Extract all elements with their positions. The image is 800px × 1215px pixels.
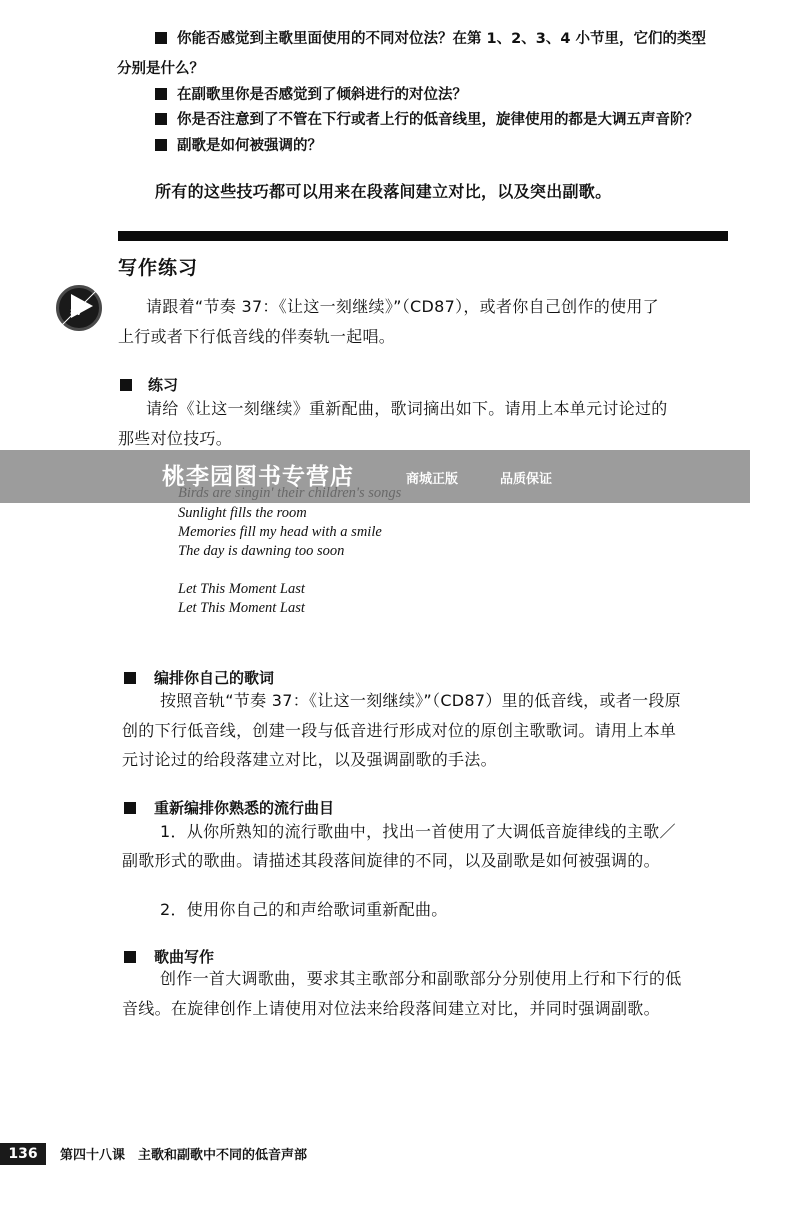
- page-number: 136: [0, 1143, 46, 1165]
- intro-line-2: 上行或者下行低音线的伴奏轨一起唱。: [118, 327, 396, 346]
- lyric-line-3: Memories fill my head with a smile: [178, 524, 382, 540]
- rearrange-item-1-line-2: 副歌形式的歌曲。请描述其段落间旋律的不同，以及副歌是如何被强调的。: [122, 851, 660, 870]
- question-1-line-2: 分别是什么？: [117, 61, 204, 77]
- summary-text: 所有的这些技巧都可以用来在段落间建立对比，以及突出副歌。: [155, 182, 612, 201]
- bullet-square-icon: [120, 379, 132, 391]
- lyric-line-6: Let This Moment Last: [178, 600, 305, 616]
- bullet-square-icon: [155, 88, 167, 100]
- bullet-square-icon: [155, 113, 167, 125]
- arrange-line-1: 按照音轨“节奏 37：《让这一刻继续》”（CD87）里的低音线，或者一段原: [160, 691, 681, 710]
- bullet-square-icon: [155, 32, 167, 44]
- arrange-line-3: 元讨论过的给段落建立对比，以及强调副歌的手法。: [122, 750, 497, 769]
- cd-track-number: 87: [70, 308, 83, 318]
- songwriting-line-1: 创作一首大调歌曲，要求其主歌部分和副歌部分分别使用上行和下行的低: [160, 969, 682, 988]
- watermark-store-name: 桃李园图书专营店: [162, 464, 354, 490]
- exercise-heading: 练习: [120, 374, 178, 395]
- exercise-line-2: 那些对位技巧。: [118, 429, 233, 448]
- chapter-footer: 第四十八课 主歌和副歌中不同的低音声部: [60, 1148, 308, 1163]
- rearrange-item-1-line-1: 1．从你所熟知的流行歌曲中，找出一首使用了大调低音旋律线的主歌／: [160, 822, 676, 841]
- question-4: 副歌是如何被强调的？: [155, 137, 322, 156]
- section-divider: [118, 231, 728, 241]
- question-2: 在副歌里你是否感觉到了倾斜进行的对位法？: [155, 86, 467, 105]
- question-1-line-1: 你能否感觉到主歌里面使用的不同对位法？在第 1、2、3、4 小节里，它们的类型: [155, 30, 706, 49]
- songwriting-heading: 歌曲写作: [124, 946, 214, 967]
- exercise-line-1: 请给《让这一刻继续》重新配曲，歌词摘出如下。请用上本单元讨论过的: [146, 399, 668, 418]
- question-3: 你是否注意到了不管在下行或者上行的低音线里，旋律使用的都是大调五声音阶？: [155, 111, 699, 130]
- arrange-heading: 编排你自己的歌词: [124, 667, 274, 688]
- lyric-line-4: The day is dawning too soon: [178, 543, 345, 559]
- intro-line-1: 请跟着“节奏 37：《让这一刻继续》”（CD87），或者你自己创作的使用了: [146, 297, 659, 316]
- bullet-square-icon: [124, 951, 136, 963]
- cd-track-icon: [56, 285, 102, 331]
- watermark-tag-authentic: 商城正版: [406, 472, 459, 487]
- lyric-line-5: Let This Moment Last: [178, 581, 305, 597]
- bullet-square-icon: [124, 672, 136, 684]
- watermark-banner: [0, 450, 750, 503]
- watermark-tag-quality: 品质保证: [500, 472, 553, 487]
- section-title: 写作练习: [118, 257, 199, 279]
- arrange-line-2: 创的下行低音线，创建一段与低音进行形成对位的原创主歌歌词。请用上本单: [122, 721, 677, 740]
- lyric-line-2: Sunlight fills the room: [178, 505, 307, 521]
- rearrange-item-2: 2．使用你自己的和声给歌词重新配曲。: [160, 900, 448, 919]
- bullet-square-icon: [124, 802, 136, 814]
- bullet-square-icon: [155, 139, 167, 151]
- rearrange-heading: 重新编排你熟悉的流行曲目: [124, 797, 334, 818]
- songwriting-line-2: 音线。在旋律创作上请使用对位法来给段落间建立对比，并同时强调副歌。: [122, 999, 660, 1018]
